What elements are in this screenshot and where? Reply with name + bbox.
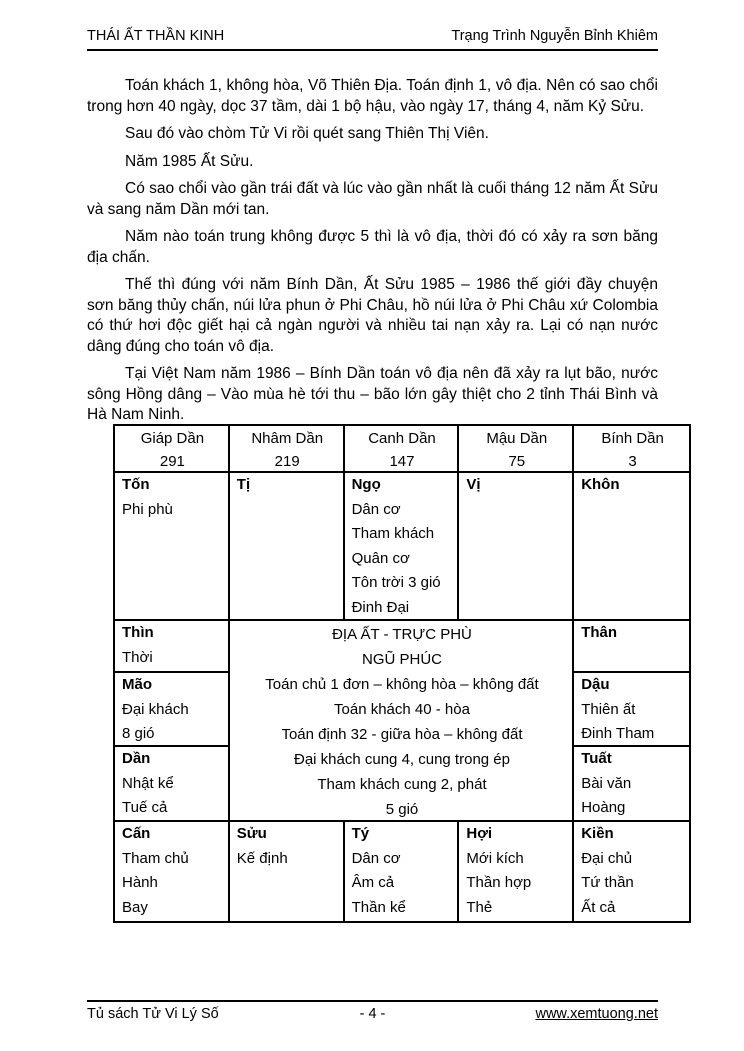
paragraph: Năm 1985 Ất Sửu.: [125, 152, 254, 170]
palace-line: Đại khách: [122, 700, 189, 718]
palace-title: Sửu: [236, 825, 267, 842]
year-header-giap-dan: [115, 426, 230, 473]
palace-title: Dần: [122, 750, 151, 767]
year-header-nham-dan: [230, 426, 345, 473]
palace-title: Khôn: [581, 476, 620, 493]
palace-line: Phi phù: [122, 500, 173, 518]
year-header-binh-dan: [574, 426, 689, 473]
year-name: Giáp Dần: [140, 430, 205, 447]
palace-line: Mới kích: [466, 849, 524, 867]
summary-line: Đại khách cung 4, cung trong ép: [294, 751, 510, 768]
author-name: Trạng Trình Nguyễn Bỉnh Khiêm: [451, 28, 658, 44]
page-header: [87, 28, 658, 51]
palace-title: Tý: [351, 825, 370, 842]
year-value: 147: [389, 453, 415, 470]
destiny-chart-table: [113, 424, 691, 923]
palace-cell-hoi: [459, 822, 574, 921]
palace-title: Tị: [236, 476, 251, 493]
palace-title: Mão: [122, 676, 152, 693]
palace-cell-dau: [574, 673, 689, 747]
palace-line: Thần hợp: [466, 874, 532, 891]
palace-title: Kiền: [581, 825, 614, 842]
palace-line: Dân cơ: [351, 500, 401, 518]
summary-line: NGŨ PHÚC: [361, 651, 442, 668]
palace-cell-ton: [115, 473, 230, 621]
palace-title: Cấn: [122, 825, 151, 842]
paragraph: Thế thì đúng với năm Bính Dần, Ất Sửu 1985 – 1986 thế giới đầy chuyện sơn băng thủy chấn, núi lửa phun ở Phi Châu, hồ núi lửa ở Phi Châu xứ Colombia có thứ hơi độc giết hại cả ngàn người và nhiều tai nạn xảy ra. Lại có nạn nước dâng đúng cho toán vô địa.: [87, 276, 658, 355]
palace-cell-vi: [459, 473, 574, 621]
palace-cell-dan: [115, 747, 230, 822]
paragraph: Năm nào toán trung không được 5 thì là vô địa, thời đó có xảy ra sơn băng địa chấn.: [87, 228, 658, 266]
palace-title: Thân: [581, 624, 618, 641]
palace-line: Tứ thần: [581, 874, 634, 891]
palace-line: Thời: [122, 648, 153, 666]
palace-line: Đại chủ: [581, 849, 633, 867]
palace-line: Bài văn: [581, 774, 632, 792]
palace-cell-suu: [230, 822, 345, 921]
palace-line: Thiên ất: [581, 700, 636, 718]
palace-title: Hợi: [466, 825, 493, 842]
palace-cell-ti: [230, 473, 345, 621]
year-header-canh-dan: [345, 426, 460, 473]
palace-cell-than: [574, 621, 689, 673]
palace-line: Nhật kể: [122, 774, 174, 792]
paragraph: Toán khách 1, không hòa, Võ Thiên Địa. Toán định 1, vô địa. Nên có sao chổi trong hơn 40 ngày, dọc 37 tầm, dài 1 bộ hậu, vào ngày 17, tháng 4, năm Kỷ Sửu.: [87, 77, 658, 115]
year-name: Bính Dần: [601, 430, 664, 447]
palace-line: 8 gió: [122, 725, 155, 742]
palace-line: Tôn trời 3 gió: [351, 574, 441, 591]
paragraph: Sau đó vào chòm Tử Vi rồi quét sang Thiên Thị Viên.: [125, 125, 489, 142]
year-value: 291: [159, 453, 185, 470]
palace-cell-ty: [345, 822, 460, 921]
palace-cell-khon: [574, 473, 689, 621]
palace-cell-mao: [115, 673, 230, 747]
summary-line: ĐỊA ẤT - TRỰC PHÙ: [332, 626, 472, 643]
palace-line: Hoàng: [581, 799, 626, 816]
palace-line: Tham khách: [351, 525, 435, 542]
palace-line: Thần kể: [351, 898, 406, 916]
paragraph: Có sao chổi vào gần trái đất và lúc vào gần nhất là cuối tháng 12 năm Ất Sửu và sang năm Dần mới tan.: [87, 180, 658, 218]
palace-line: Thẻ: [466, 898, 493, 916]
book-title: THÁI ẤT THẦN KINH: [87, 28, 225, 44]
palace-line: Đinh Tham: [581, 725, 655, 742]
paragraph: Tại Việt Nam năm 1986 – Bính Dần toán vô địa nên đã xảy ra lụt bão, nước sông Hồng dâng – Vào mùa hè tới thu – bão lớn gây thiệt cho 2 tỉnh Thái Bình và Hà Nam Ninh.: [87, 365, 658, 423]
palace-line: Hành: [122, 874, 158, 891]
palace-cell-ngo: [345, 473, 460, 621]
footer-website-link[interactable]: www.xemtuong.net: [535, 1006, 658, 1022]
year-value: 3: [628, 453, 637, 470]
center-summary-cell: [230, 621, 574, 822]
year-header-mau-dan: [459, 426, 574, 473]
body-text: [87, 76, 658, 433]
palace-cell-tuat: [574, 747, 689, 822]
palace-cell-kien: [574, 822, 689, 921]
year-name: Canh Dần: [368, 430, 436, 447]
summary-line: Toán chủ 1 đơn – không hòa – không đất: [265, 676, 539, 693]
palace-line: Tham chủ: [122, 849, 189, 867]
palace-cell-thin: [115, 621, 230, 673]
palace-cell-can: [115, 822, 230, 921]
summary-line: Toán khách 40 - hòa: [334, 701, 470, 718]
palace-line: Bay: [122, 898, 148, 916]
summary-line: Toán định 32 - giữa hòa – không đất: [281, 726, 523, 743]
palace-title: Dậu: [581, 676, 610, 693]
year-value: 219: [274, 453, 300, 470]
palace-line: Kế định: [236, 849, 288, 867]
palace-line: Quân cơ: [351, 549, 410, 567]
palace-line: Âm cả: [351, 874, 395, 891]
palace-line: Đinh Đại: [351, 598, 410, 616]
palace-title: Thìn: [122, 624, 154, 641]
year-value: 75: [508, 453, 526, 470]
palace-line: Tuế cả: [122, 799, 168, 816]
palace-line: Ất cả: [581, 898, 616, 916]
page-footer: [87, 1000, 658, 1022]
year-name: Mậu Dần: [486, 430, 548, 447]
palace-line: Dân cơ: [351, 849, 401, 867]
summary-line: Tham khách cung 2, phát: [317, 776, 487, 793]
footer-series-title: Tủ sách Tử Vi Lý Số: [87, 1006, 219, 1022]
palace-title: Tuất: [581, 750, 612, 767]
page-number: - 4 -: [359, 1006, 386, 1022]
year-name: Nhâm Dần: [251, 430, 324, 447]
palace-title: Tốn: [122, 476, 150, 493]
palace-title: Vị: [466, 476, 481, 493]
summary-line: 5 gió: [385, 801, 419, 818]
palace-title: Ngọ: [351, 476, 381, 493]
